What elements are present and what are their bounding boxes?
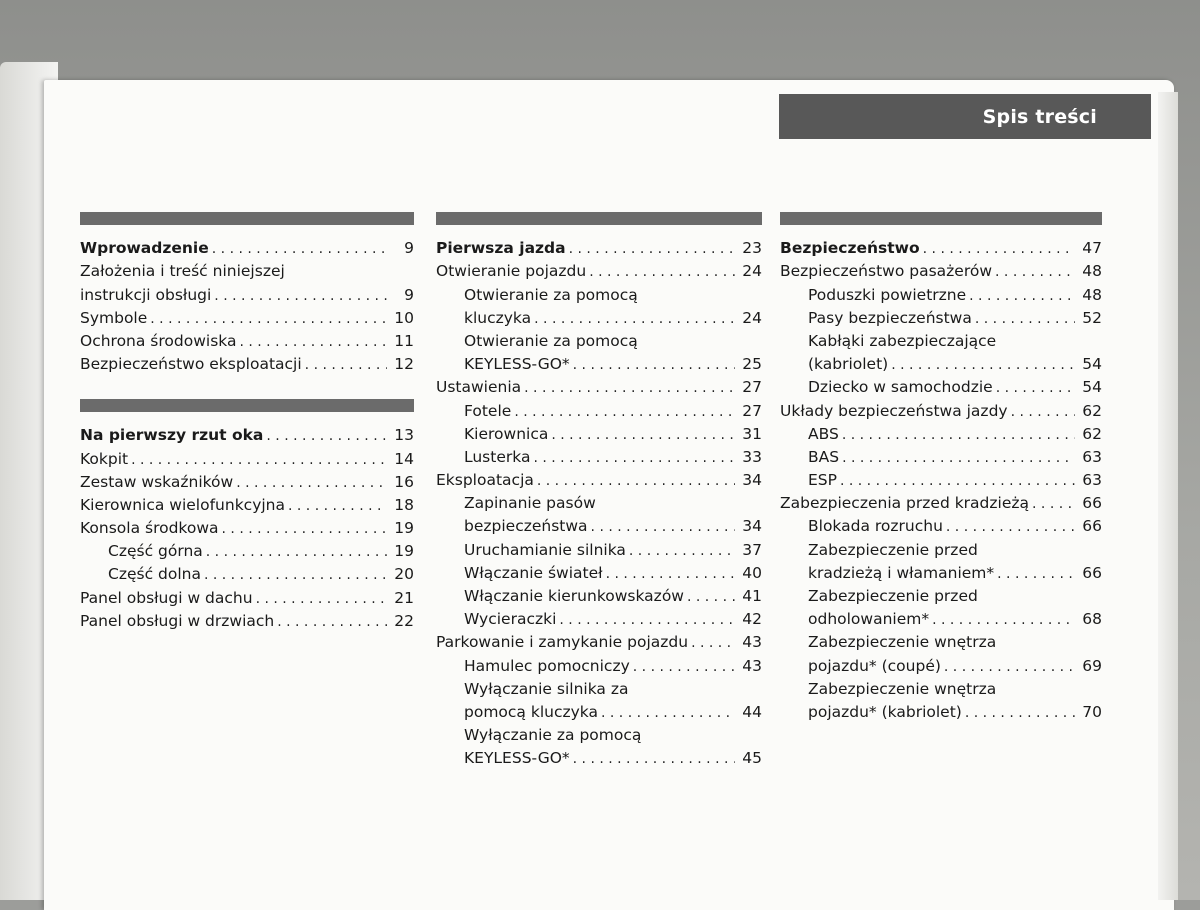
- toc-entry: [780, 675, 1102, 698]
- toc-entry-title: pojazdu* (coupé): [808, 656, 941, 675]
- toc-entry-title: Zabezpieczenie przed: [808, 587, 978, 605]
- toc-entry-title: ESP: [808, 471, 837, 490]
- toc-page-number: 27: [742, 401, 762, 420]
- toc-section-heading: [436, 234, 762, 257]
- toc-entry-title: Założenia i treść niniejszej: [80, 262, 285, 281]
- toc-page-number: 22: [394, 611, 414, 630]
- toc-entry: [780, 512, 1102, 535]
- toc-entry-title: bezpieczeństwa: [464, 517, 588, 536]
- dot-leader: [236, 475, 387, 491]
- dot-leader: [589, 264, 735, 280]
- toc-entry-title: KEYLESS-GO*: [464, 355, 570, 374]
- toc-entry-title: Wyłączanie za pomocą: [464, 726, 642, 745]
- toc-entry: [80, 514, 414, 537]
- toc-page-number: 25: [742, 355, 762, 374]
- toc-page-number: 12: [394, 355, 414, 374]
- toc-entry: [80, 468, 414, 491]
- toc-section-heading: [780, 234, 1102, 257]
- dot-leader: [842, 427, 1075, 443]
- toc-entry-title: instrukcji obsługi: [80, 285, 212, 304]
- toc-entry: [80, 304, 414, 327]
- toc-page-number: 37: [742, 540, 762, 559]
- toc-page-number: 45: [742, 749, 762, 768]
- toc-entry: [80, 257, 414, 280]
- toc-page-number: 33: [742, 447, 762, 466]
- toc-page-number: 13: [394, 426, 414, 445]
- toc-entry-title: Blokada rozruchu: [808, 517, 943, 536]
- dot-leader: [277, 614, 387, 630]
- toc-entry-title: KEYLESS-GO*: [464, 749, 570, 768]
- dot-leader: [537, 473, 735, 489]
- dot-leader: [533, 450, 735, 466]
- toc-entry-title: Parkowanie i zamykanie pojazdu: [436, 633, 689, 652]
- toc-entry-title: Panel obsługi w drzwiach: [80, 611, 275, 630]
- toc-entry: [780, 489, 1102, 512]
- toc-entry-title: Lusterka: [464, 447, 531, 466]
- toc-entry: [436, 721, 762, 744]
- toc-entry: [780, 535, 1102, 558]
- toc-entry: [436, 489, 762, 512]
- toc-page-number: 42: [742, 610, 762, 629]
- toc-entry-title: Układy bezpieczeństwa jazdy: [780, 401, 1008, 420]
- section-divider-bar: [780, 212, 1102, 225]
- toc-entry-title: Fotele: [464, 401, 512, 420]
- toc-entry-title: kluczyka: [464, 308, 532, 327]
- section-spacer: [80, 373, 414, 399]
- toc-entry-title: ABS: [808, 424, 839, 443]
- dot-leader: [923, 241, 1075, 257]
- toc-page-number: 40: [742, 563, 762, 582]
- toc-entry-title: Bezpieczeństwo eksploatacji: [80, 355, 302, 374]
- dot-leader: [946, 519, 1075, 535]
- toc-entry: [436, 559, 762, 582]
- toc-page-number: 21: [394, 588, 414, 607]
- dot-leader: [944, 659, 1075, 675]
- toc-page-number: 19: [394, 542, 414, 561]
- toc-entry-title: Pasy bezpieczeństwa: [808, 308, 972, 327]
- toc-entry: [780, 698, 1102, 721]
- header-bar: [779, 94, 1151, 139]
- toc-entry: [80, 560, 414, 583]
- toc-page-number: 70: [1082, 702, 1102, 721]
- dot-leader: [212, 241, 387, 257]
- toc-page-number: 43: [742, 633, 762, 652]
- toc-entry-title: Hamulec pomocniczy: [464, 656, 630, 675]
- toc-page-number: 18: [394, 495, 414, 514]
- toc-page-number: 20: [394, 565, 414, 584]
- dot-leader: [997, 566, 1075, 582]
- toc-entry-title: pomocą kluczyka: [464, 702, 598, 721]
- toc-entry: [80, 607, 414, 630]
- dot-leader: [305, 357, 387, 373]
- dot-leader: [551, 427, 735, 443]
- page-title: Spis treści: [982, 105, 1097, 128]
- toc-page-number: 24: [742, 262, 762, 281]
- toc-page-number: 34: [742, 471, 762, 490]
- toc-entry: [436, 512, 762, 535]
- toc-entry: [436, 304, 762, 327]
- toc-entry-title: Zabezpieczenie wnętrza: [808, 633, 997, 652]
- toc-page-number: 52: [1082, 308, 1102, 327]
- section-gap: [80, 412, 414, 421]
- toc-column-1: [80, 212, 414, 630]
- toc-page-number: 9: [404, 239, 414, 258]
- toc-entry: [80, 350, 414, 373]
- toc-entry-title: Zapinanie pasów: [464, 494, 596, 513]
- dot-leader: [214, 288, 387, 304]
- dot-leader: [891, 357, 1075, 373]
- toc-entry-title: Kabłąki zabezpieczające: [808, 331, 997, 350]
- toc-entry: [80, 280, 414, 303]
- toc-entry-title: pojazdu* (kabriolet): [808, 702, 962, 721]
- toc-entry: [780, 304, 1102, 327]
- dot-leader: [965, 705, 1075, 721]
- dot-leader: [606, 566, 735, 582]
- toc-page-number: 63: [1082, 447, 1102, 466]
- toc-entry-title: Włączanie kierunkowskazów: [464, 587, 684, 605]
- toc-entry: [80, 537, 414, 560]
- dot-leader: [633, 659, 735, 675]
- dot-leader: [969, 288, 1075, 304]
- dot-leader: [534, 311, 735, 327]
- toc-page-number: 43: [742, 656, 762, 675]
- dot-leader: [204, 567, 387, 583]
- toc-entry: [780, 443, 1102, 466]
- toc-entry: [436, 327, 762, 350]
- dot-leader: [573, 357, 735, 373]
- toc-entry: [780, 350, 1102, 373]
- toc-entry: [780, 582, 1102, 605]
- toc-column-2: [436, 212, 762, 767]
- toc-page-number: 41: [742, 587, 762, 605]
- toc-page-number: 24: [742, 308, 762, 327]
- toc-entry: [780, 327, 1102, 350]
- toc-entry-title: Pierwsza jazda: [436, 239, 566, 258]
- toc-entry: [436, 443, 762, 466]
- toc-entry: [436, 744, 762, 767]
- toc-entry-title: Zabezpieczenia przed kradzieżą: [780, 494, 1030, 513]
- toc-entry-title: Ochrona środowiska: [80, 331, 237, 350]
- dot-leader: [150, 311, 387, 327]
- toc-entry-title: Panel obsługi w dachu: [80, 588, 253, 607]
- toc-entry: [80, 491, 414, 514]
- dot-leader: [687, 589, 735, 605]
- toc-page-number: 54: [1082, 355, 1102, 374]
- toc-entry-title: Uruchamianie silnika: [464, 540, 626, 559]
- toc-page-number: 27: [742, 378, 762, 397]
- toc-entry-title: Zabezpieczenie przed: [808, 540, 978, 559]
- dot-leader: [256, 591, 387, 607]
- toc-entry: [780, 280, 1102, 303]
- toc-entry-title: Włączanie świateł: [464, 563, 603, 582]
- toc-page-number: 19: [394, 519, 414, 538]
- toc-entry-title: odholowaniem*: [808, 610, 930, 629]
- toc-entry-title: Otwieranie pojazdu: [436, 262, 587, 281]
- dot-leader: [1032, 496, 1075, 512]
- toc-entry-title: Wycieraczki: [464, 610, 557, 629]
- toc-page-number: 11: [394, 331, 414, 350]
- dot-leader: [601, 705, 735, 721]
- toc-entry: [80, 444, 414, 467]
- dot-leader: [559, 612, 735, 628]
- dot-leader: [995, 264, 1075, 280]
- toc-entry: [436, 582, 762, 605]
- toc-entry: [436, 350, 762, 373]
- page-stack-edge: [1158, 92, 1178, 900]
- toc-entry: [780, 466, 1102, 489]
- toc-entry: [780, 420, 1102, 443]
- toc-page-number: 10: [394, 308, 414, 327]
- toc-entry-title: Symbole: [80, 308, 148, 327]
- toc-entry: [780, 651, 1102, 674]
- section-divider-bar: [80, 399, 414, 412]
- toc-entry: [780, 628, 1102, 651]
- toc-entry: [780, 396, 1102, 419]
- toc-entry: [436, 420, 762, 443]
- toc-page-number: 47: [1082, 239, 1102, 258]
- toc-entry-title: Eksploatacja: [436, 471, 534, 490]
- dot-leader: [239, 334, 387, 350]
- toc-entry-title: Wprowadzenie: [80, 239, 209, 258]
- toc-entry-title: Wyłączanie silnika za: [464, 679, 629, 698]
- toc-entry-title: Dziecko w samochodzie: [808, 378, 993, 397]
- toc-entry-title: Zestaw wskaźników: [80, 472, 234, 491]
- toc-entry: [436, 373, 762, 396]
- toc-page-number: 48: [1082, 262, 1102, 281]
- toc-page-number: 16: [394, 472, 414, 491]
- dot-leader: [524, 380, 735, 396]
- dot-leader: [840, 473, 1075, 489]
- dot-leader: [573, 751, 735, 767]
- toc-entry-title: Otwieranie za pomocą: [464, 285, 638, 304]
- section-divider-bar: [436, 212, 762, 225]
- dot-leader: [514, 404, 735, 420]
- toc-page-number: 44: [742, 702, 762, 721]
- toc-entry: [80, 583, 414, 606]
- toc-entry: [436, 466, 762, 489]
- dot-leader: [842, 450, 1075, 466]
- dot-leader: [691, 635, 735, 651]
- toc-entry-title: Otwieranie za pomocą: [464, 331, 638, 350]
- toc-section-heading: [80, 421, 414, 444]
- toc-page-number: 48: [1082, 285, 1102, 304]
- dot-leader: [932, 612, 1075, 628]
- toc-entry-title: Część górna: [108, 542, 203, 561]
- toc-page-number: 14: [394, 449, 414, 468]
- toc-entry-title: Ustawienia: [436, 378, 522, 397]
- toc-entry-title: Kokpit: [80, 449, 129, 468]
- toc-entry-title: Na pierwszy rzut oka: [80, 426, 264, 445]
- toc-entry-title: Część dolna: [108, 565, 201, 584]
- toc-entry-title: Poduszki powietrzne: [808, 285, 967, 304]
- toc-page-number: 68: [1082, 610, 1102, 629]
- toc-entry-title: kradzieżą i włamaniem*: [808, 563, 995, 582]
- toc-page-number: 9: [404, 285, 414, 304]
- toc-entry: [780, 373, 1102, 396]
- toc-entry-title: Konsola środkowa: [80, 519, 219, 538]
- toc-entry: [436, 675, 762, 698]
- toc-entry-title: Bezpieczeństwo: [780, 239, 920, 258]
- toc-page-number: 62: [1082, 401, 1102, 420]
- dot-leader: [629, 543, 735, 559]
- dot-leader: [288, 498, 387, 514]
- dot-leader: [996, 380, 1075, 396]
- toc-entry-title: (kabriolet): [808, 355, 889, 374]
- toc-entry-title: Kierownica: [464, 424, 549, 443]
- section-gap: [436, 225, 762, 234]
- dot-leader: [266, 428, 387, 444]
- toc-entry: [780, 257, 1102, 280]
- toc-page-number: 23: [742, 239, 762, 258]
- section-gap: [780, 225, 1102, 234]
- dot-leader: [131, 452, 387, 468]
- dot-leader: [1011, 404, 1075, 420]
- dot-leader: [569, 241, 735, 257]
- toc-page-number: 66: [1082, 494, 1102, 513]
- toc-entry: [436, 628, 762, 651]
- toc-page-number: 54: [1082, 378, 1102, 397]
- toc-entry: [436, 396, 762, 419]
- toc-entry-title: BAS: [808, 447, 840, 466]
- toc-page-number: 34: [742, 517, 762, 536]
- toc-entry: [780, 605, 1102, 628]
- toc-page-number: 31: [742, 424, 762, 443]
- toc-entry: [780, 559, 1102, 582]
- section-gap: [80, 225, 414, 234]
- dot-leader: [206, 544, 387, 560]
- toc-entry: [436, 280, 762, 303]
- toc-page-number: 62: [1082, 424, 1102, 443]
- toc-entry: [436, 535, 762, 558]
- toc-column-3: [780, 212, 1102, 721]
- dot-leader: [975, 311, 1075, 327]
- toc-section-heading: [80, 234, 414, 257]
- toc-entry: [436, 651, 762, 674]
- section-divider-bar: [80, 212, 414, 225]
- dot-leader: [591, 519, 735, 535]
- toc-entry-title: Bezpieczeństwo pasażerów: [780, 262, 993, 281]
- toc-page-number: 63: [1082, 471, 1102, 490]
- toc-page-number: 66: [1082, 517, 1102, 536]
- toc-entry-title: Kierownica wielofunkcyjna: [80, 495, 285, 514]
- dot-leader: [222, 521, 387, 537]
- toc-entry: [436, 605, 762, 628]
- toc-page-number: 66: [1082, 563, 1102, 582]
- toc-entry: [436, 698, 762, 721]
- toc-page-number: 69: [1082, 656, 1102, 675]
- toc-entry: [80, 327, 414, 350]
- toc-entry-title: Zabezpieczenie wnętrza: [808, 679, 997, 698]
- toc-entry: [436, 257, 762, 280]
